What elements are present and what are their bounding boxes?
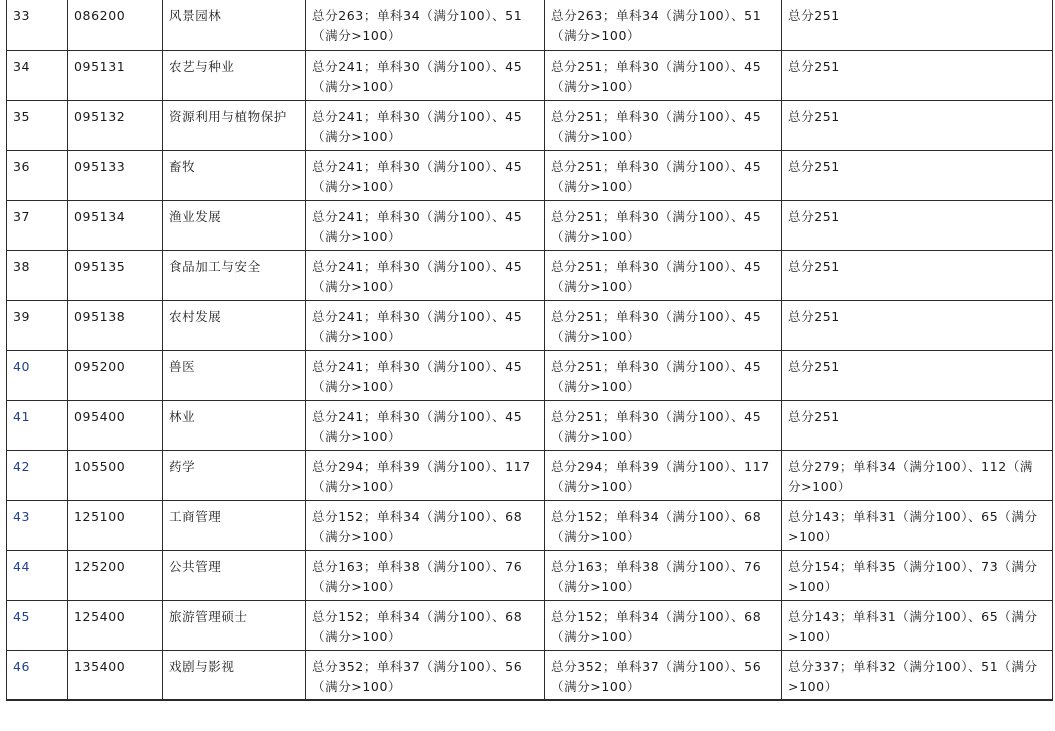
score-line-2-cell: 总分352；单科37（满分100）、56（满分>100） xyxy=(545,650,782,700)
score-line-1-cell: 总分241；单科30（满分100）、45（满分>100） xyxy=(306,400,545,450)
score-line-1-cell: 总分241；单科30（满分100）、45（满分>100） xyxy=(306,100,545,150)
score-line-2-cell: 总分251；单科30（满分100）、45（满分>100） xyxy=(545,300,782,350)
score-line-1-cell: 总分241；单科30（满分100）、45（满分>100） xyxy=(306,150,545,200)
table-row xyxy=(7,100,1053,150)
score-line-3-cell: 总分279；单科34（满分100）、112（满分>100） xyxy=(782,450,1053,500)
score-line-1-cell: 总分152；单科34（满分100）、68（满分>100） xyxy=(306,500,545,550)
score-line-2-cell: 总分152；单科34（满分100）、68（满分>100） xyxy=(545,600,782,650)
table-row xyxy=(7,0,1053,50)
major-code-cell: 095131 xyxy=(68,50,163,100)
score-line-3-cell: 总分143；单科31（满分100）、65（满分>100） xyxy=(782,500,1053,550)
row-index-cell: 35 xyxy=(7,100,68,150)
score-line-1-cell: 总分241；单科30（满分100）、45（满分>100） xyxy=(306,200,545,250)
row-index-cell: 40 xyxy=(7,350,68,400)
major-code-cell: 105500 xyxy=(68,450,163,500)
score-line-3-cell: 总分251 xyxy=(782,250,1053,300)
table-row xyxy=(7,50,1053,100)
score-line-3-cell: 总分251 xyxy=(782,400,1053,450)
table-row xyxy=(7,400,1053,450)
table-row xyxy=(7,300,1053,350)
table-row xyxy=(7,650,1053,700)
major-name-cell: 农村发展 xyxy=(163,300,306,350)
score-line-1-cell: 总分163；单科38（满分100）、76（满分>100） xyxy=(306,550,545,600)
row-index-cell: 41 xyxy=(7,400,68,450)
table-row xyxy=(7,200,1053,250)
score-line-1-cell: 总分294；单科39（满分100）、117（满分>100） xyxy=(306,450,545,500)
row-index-cell: 39 xyxy=(7,300,68,350)
major-code-cell: 125400 xyxy=(68,600,163,650)
major-code-cell: 125100 xyxy=(68,500,163,550)
score-line-1-cell: 总分241；单科30（满分100）、45（满分>100） xyxy=(306,300,545,350)
score-line-2-cell: 总分251；单科30（满分100）、45（满分>100） xyxy=(545,50,782,100)
table-row xyxy=(7,250,1053,300)
table-row xyxy=(7,350,1053,400)
score-line-3-cell: 总分154；单科35（满分100）、73（满分>100） xyxy=(782,550,1053,600)
table-row xyxy=(7,150,1053,200)
row-index-cell: 33 xyxy=(7,0,68,50)
major-name-cell: 林业 xyxy=(163,400,306,450)
score-line-1-cell: 总分241；单科30（满分100）、45（满分>100） xyxy=(306,50,545,100)
score-line-1-cell: 总分352；单科37（满分100）、56（满分>100） xyxy=(306,650,545,700)
row-index-cell: 44 xyxy=(7,550,68,600)
row-index-cell: 36 xyxy=(7,150,68,200)
score-line-2-cell: 总分251；单科30（满分100）、45（满分>100） xyxy=(545,350,782,400)
major-name-cell: 药学 xyxy=(163,450,306,500)
major-name-cell: 风景园林 xyxy=(163,0,306,50)
score-line-2-cell: 总分152；单科34（满分100）、68（满分>100） xyxy=(545,500,782,550)
major-code-cell: 095400 xyxy=(68,400,163,450)
score-line-1-cell: 总分152；单科34（满分100）、68（满分>100） xyxy=(306,600,545,650)
row-index-cell: 46 xyxy=(7,650,68,700)
row-index-cell: 37 xyxy=(7,200,68,250)
score-line-3-cell: 总分251 xyxy=(782,350,1053,400)
table-row xyxy=(7,550,1053,600)
major-code-cell: 095133 xyxy=(68,150,163,200)
row-index-cell: 42 xyxy=(7,450,68,500)
table-row xyxy=(7,500,1053,550)
score-line-3-cell: 总分251 xyxy=(782,0,1053,50)
row-index-cell: 34 xyxy=(7,50,68,100)
major-name-cell: 工商管理 xyxy=(163,500,306,550)
score-table-body xyxy=(7,0,1053,700)
row-index-cell: 38 xyxy=(7,250,68,300)
score-line-2-cell: 总分251；单科30（满分100）、45（满分>100） xyxy=(545,150,782,200)
major-code-cell: 095134 xyxy=(68,200,163,250)
score-line-1-cell: 总分263；单科34（满分100）、51（满分>100） xyxy=(306,0,545,50)
major-code-cell: 095200 xyxy=(68,350,163,400)
score-line-3-cell: 总分251 xyxy=(782,300,1053,350)
major-name-cell: 食品加工与安全 xyxy=(163,250,306,300)
major-code-cell: 095138 xyxy=(68,300,163,350)
major-name-cell: 旅游管理硕士 xyxy=(163,600,306,650)
score-line-2-cell: 总分294；单科39（满分100）、117（满分>100） xyxy=(545,450,782,500)
major-name-cell: 兽医 xyxy=(163,350,306,400)
score-line-3-cell: 总分143；单科31（满分100）、65（满分>100） xyxy=(782,600,1053,650)
score-line-3-cell: 总分251 xyxy=(782,200,1053,250)
major-name-cell: 戏剧与影视 xyxy=(163,650,306,700)
table-row xyxy=(7,450,1053,500)
row-index-cell: 43 xyxy=(7,500,68,550)
score-line-3-cell: 总分337；单科32（满分100）、51（满分>100） xyxy=(782,650,1053,700)
major-code-cell: 125200 xyxy=(68,550,163,600)
major-name-cell: 资源利用与植物保护 xyxy=(163,100,306,150)
major-name-cell: 农艺与种业 xyxy=(163,50,306,100)
score-line-2-cell: 总分251；单科30（满分100）、45（满分>100） xyxy=(545,100,782,150)
score-line-2-cell: 总分163；单科38（满分100）、76（满分>100） xyxy=(545,550,782,600)
score-line-3-cell: 总分251 xyxy=(782,50,1053,100)
major-code-cell: 135400 xyxy=(68,650,163,700)
major-code-cell: 095135 xyxy=(68,250,163,300)
score-line-2-cell: 总分251；单科30（满分100）、45（满分>100） xyxy=(545,250,782,300)
score-line-2-cell: 总分251；单科30（满分100）、45（满分>100） xyxy=(545,400,782,450)
major-name-cell: 渔业发展 xyxy=(163,200,306,250)
score-line-2-cell: 总分263；单科34（满分100）、51（满分>100） xyxy=(545,0,782,50)
table-row xyxy=(7,600,1053,650)
score-line-1-cell: 总分241；单科30（满分100）、45（满分>100） xyxy=(306,250,545,300)
major-name-cell: 公共管理 xyxy=(163,550,306,600)
major-code-cell: 086200 xyxy=(68,0,163,50)
score-line-3-cell: 总分251 xyxy=(782,100,1053,150)
score-line-2-cell: 总分251；单科30（满分100）、45（满分>100） xyxy=(545,200,782,250)
score-table xyxy=(6,0,1053,701)
score-line-3-cell: 总分251 xyxy=(782,150,1053,200)
row-index-cell: 45 xyxy=(7,600,68,650)
major-code-cell: 095132 xyxy=(68,100,163,150)
major-name-cell: 畜牧 xyxy=(163,150,306,200)
score-line-1-cell: 总分241；单科30（满分100）、45（满分>100） xyxy=(306,350,545,400)
